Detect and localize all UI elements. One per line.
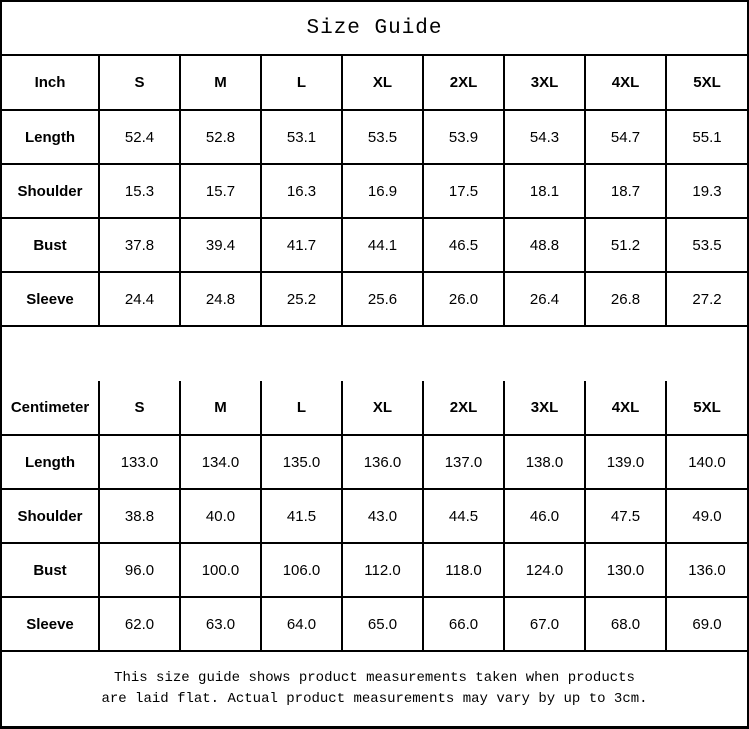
size-column-header: 2XL: [423, 56, 504, 110]
table-row: [2, 218, 747, 272]
row-label-cell: Sleeve: [2, 272, 99, 326]
table-row: [2, 435, 747, 489]
measurement-note-line1: This size guide shows product measurements taken when products: [114, 670, 635, 686]
size-column-header: M: [180, 56, 261, 110]
measurement-value-cell: 15.3: [99, 164, 180, 218]
measurement-value-cell: 38.8: [99, 489, 180, 543]
measurement-value-cell: 53.5: [666, 218, 747, 272]
measurement-value-cell: 15.7: [180, 164, 261, 218]
measurement-value-cell: 52.4: [99, 110, 180, 164]
measurement-value-cell: 25.2: [261, 272, 342, 326]
measurement-value-cell: 130.0: [585, 543, 666, 597]
size-column-header: 4XL: [585, 381, 666, 435]
measurement-value-cell: 16.9: [342, 164, 423, 218]
size-column-header: M: [180, 381, 261, 435]
table-row: [2, 597, 747, 651]
measurement-value-cell: 136.0: [666, 543, 747, 597]
measurement-value-cell: 25.6: [342, 272, 423, 326]
measurement-value-cell: 49.0: [666, 489, 747, 543]
table-row: [2, 543, 747, 597]
measurement-note: [2, 652, 747, 726]
measurement-value-cell: 54.3: [504, 110, 585, 164]
measurement-value-cell: 46.0: [504, 489, 585, 543]
size-column-header: L: [261, 56, 342, 110]
row-label-cell: Shoulder: [2, 489, 99, 543]
page-title: Size Guide: [2, 2, 747, 56]
measurement-value-cell: 135.0: [261, 435, 342, 489]
measurement-value-cell: 67.0: [504, 597, 585, 651]
measurement-value-cell: 44.5: [423, 489, 504, 543]
measurement-value-cell: 133.0: [99, 435, 180, 489]
measurement-value-cell: 26.0: [423, 272, 504, 326]
size-column-header: XL: [342, 381, 423, 435]
table-row: [2, 164, 747, 218]
measurement-value-cell: 100.0: [180, 543, 261, 597]
size-column-header: 3XL: [504, 381, 585, 435]
measurement-value-cell: 69.0: [666, 597, 747, 651]
centimeter-size-table: [2, 381, 747, 652]
row-label-cell: Bust: [2, 218, 99, 272]
unit-header-cell: Centimeter: [2, 381, 99, 435]
size-column-header: 5XL: [666, 381, 747, 435]
header-row: [2, 381, 747, 435]
measurement-value-cell: 138.0: [504, 435, 585, 489]
row-label-cell: Length: [2, 110, 99, 164]
size-column-header: 5XL: [666, 56, 747, 110]
measurement-value-cell: 43.0: [342, 489, 423, 543]
table-row: [2, 272, 747, 326]
measurement-value-cell: 106.0: [261, 543, 342, 597]
measurement-value-cell: 62.0: [99, 597, 180, 651]
measurement-value-cell: 16.3: [261, 164, 342, 218]
row-label-cell: Sleeve: [2, 597, 99, 651]
table-gap: [2, 327, 747, 381]
size-column-header: XL: [342, 56, 423, 110]
row-label-cell: Length: [2, 435, 99, 489]
header-row: [2, 56, 747, 110]
measurement-value-cell: 112.0: [342, 543, 423, 597]
measurement-value-cell: 24.4: [99, 272, 180, 326]
measurement-value-cell: 140.0: [666, 435, 747, 489]
measurement-value-cell: 47.5: [585, 489, 666, 543]
size-column-header: S: [99, 381, 180, 435]
size-column-header: 4XL: [585, 56, 666, 110]
measurement-value-cell: 17.5: [423, 164, 504, 218]
measurement-value-cell: 51.2: [585, 218, 666, 272]
measurement-value-cell: 24.8: [180, 272, 261, 326]
measurement-value-cell: 118.0: [423, 543, 504, 597]
size-column-header: 2XL: [423, 381, 504, 435]
measurement-value-cell: 53.1: [261, 110, 342, 164]
measurement-value-cell: 68.0: [585, 597, 666, 651]
measurement-value-cell: 64.0: [261, 597, 342, 651]
measurement-value-cell: 41.7: [261, 218, 342, 272]
measurement-value-cell: 26.4: [504, 272, 585, 326]
measurement-value-cell: 96.0: [99, 543, 180, 597]
measurement-value-cell: 52.8: [180, 110, 261, 164]
measurement-value-cell: 137.0: [423, 435, 504, 489]
measurement-value-cell: 136.0: [342, 435, 423, 489]
measurement-value-cell: 26.8: [585, 272, 666, 326]
measurement-value-cell: 18.7: [585, 164, 666, 218]
inch-size-table: [2, 56, 747, 327]
measurement-value-cell: 40.0: [180, 489, 261, 543]
measurement-value-cell: 18.1: [504, 164, 585, 218]
measurement-value-cell: 134.0: [180, 435, 261, 489]
size-column-header: S: [99, 56, 180, 110]
unit-header-cell: Inch: [2, 56, 99, 110]
measurement-value-cell: 27.2: [666, 272, 747, 326]
row-label-cell: Shoulder: [2, 164, 99, 218]
measurement-value-cell: 66.0: [423, 597, 504, 651]
measurement-value-cell: 124.0: [504, 543, 585, 597]
measurement-value-cell: 54.7: [585, 110, 666, 164]
measurement-value-cell: 41.5: [261, 489, 342, 543]
measurement-value-cell: 53.5: [342, 110, 423, 164]
measurement-value-cell: 19.3: [666, 164, 747, 218]
measurement-value-cell: 55.1: [666, 110, 747, 164]
measurement-note-line2: are laid flat. Actual product measurements may vary by up to 3cm.: [101, 691, 648, 707]
measurement-value-cell: 44.1: [342, 218, 423, 272]
size-column-header: L: [261, 381, 342, 435]
measurement-value-cell: 39.4: [180, 218, 261, 272]
table-row: [2, 489, 747, 543]
size-column-header: 3XL: [504, 56, 585, 110]
measurement-value-cell: 37.8: [99, 218, 180, 272]
measurement-value-cell: 53.9: [423, 110, 504, 164]
table-row: [2, 110, 747, 164]
measurement-value-cell: 139.0: [585, 435, 666, 489]
measurement-value-cell: 48.8: [504, 218, 585, 272]
measurement-value-cell: 46.5: [423, 218, 504, 272]
measurement-value-cell: 65.0: [342, 597, 423, 651]
measurement-value-cell: 63.0: [180, 597, 261, 651]
row-label-cell: Bust: [2, 543, 99, 597]
